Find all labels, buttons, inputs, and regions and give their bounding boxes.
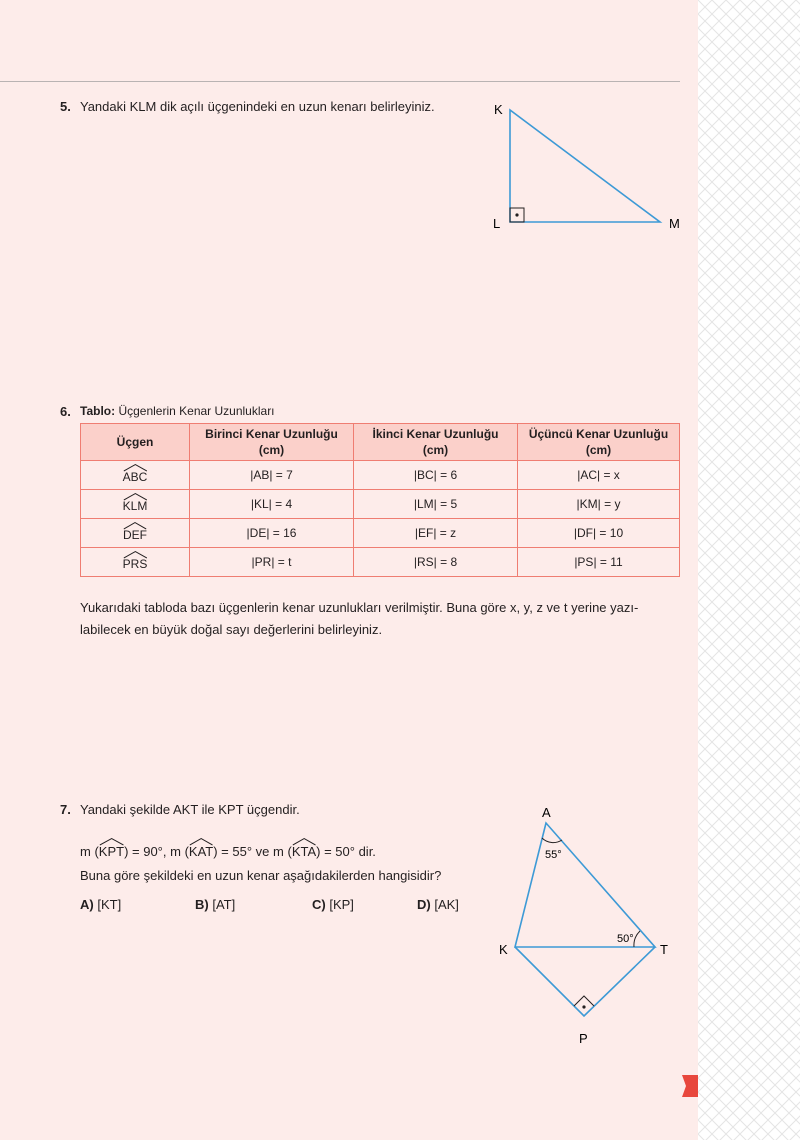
q5-triangle-figure — [485, 100, 685, 235]
angle-kpt: KPT — [99, 840, 124, 859]
q7-given-angles: m ( KPT) = 90°, m ( KAT) = 55° ve m ( KTA) = 50° dir. — [80, 840, 376, 859]
triangle-kpt — [515, 947, 655, 1016]
label-m: M — [669, 216, 680, 231]
label-k: K — [499, 942, 508, 957]
label-angle-a: 55° — [545, 849, 562, 861]
right-angle-mark-p — [574, 996, 594, 1006]
q6-text-line1: Yukarıdaki tabloda bazı üçgenlerin kenar uzunlukları verilmiştir. Buna göre x, y, z ve t yerine yazı- — [80, 600, 639, 615]
side-pattern — [698, 0, 800, 1140]
choice-d[interactable]: D) [AK] — [417, 897, 459, 912]
header-divider — [0, 81, 680, 82]
choice-b[interactable]: B) [AT] — [195, 897, 236, 912]
table-caption — [80, 404, 275, 418]
cell-second: |BC| = 6 — [354, 461, 518, 490]
header-first-side: Birinci Kenar Uzunluğu (cm) — [190, 424, 354, 461]
q7-figure — [490, 800, 680, 1050]
table-row — [81, 490, 680, 519]
choice-a[interactable]: A) [KT] — [80, 897, 122, 912]
table-row — [81, 461, 680, 490]
cell-third: |PS| = 11 — [518, 548, 680, 577]
triangle-name: KLM — [123, 495, 148, 513]
q5-text: Yandaki KLM dik açılı üçgenindeki en uzun kenarı belirleyiniz. — [80, 99, 435, 114]
table-row — [81, 519, 680, 548]
cell-third: |AC| = x — [518, 461, 680, 490]
angle-kat: KAT — [189, 840, 213, 859]
label-t: T — [660, 942, 668, 957]
q6-number: 6. — [60, 404, 71, 419]
label-l: L — [493, 216, 501, 231]
header-third-side: Üçüncü Kenar Uzunluğu (cm) — [518, 424, 680, 461]
label-angle-t: 50° — [617, 933, 634, 945]
cell-first: |KL| = 4 — [190, 490, 354, 519]
cell-first: |AB| = 7 — [190, 461, 354, 490]
table-caption-text: Üçgenlerin Kenar Uzunlukları — [115, 404, 275, 418]
q5-number: 5. — [60, 99, 71, 114]
side-lengths-table — [80, 423, 680, 577]
label-k: K — [494, 102, 503, 117]
cell-second: |RS| = 8 — [354, 548, 518, 577]
q6-text-line2: labilecek en büyük doğal sayı değerlerini belirleyiniz. — [80, 622, 383, 637]
header-triangle: Üçgen — [81, 424, 190, 461]
angle-t-arc — [634, 931, 640, 947]
choice-c[interactable]: C) [KP] — [312, 897, 354, 912]
triangle-name: PRS — [123, 553, 148, 571]
table-header-row — [81, 424, 680, 461]
header-second-side: İkinci Kenar Uzunluğu (cm) — [354, 424, 518, 461]
right-angle-dot-p — [582, 1005, 585, 1008]
table-row — [81, 548, 680, 577]
triangle-akt — [515, 823, 655, 947]
triangle-name: ABC — [123, 466, 148, 484]
cell-second: |EF| = z — [354, 519, 518, 548]
q7-number: 7. — [60, 802, 71, 817]
cell-third: |DF| = 10 — [518, 519, 680, 548]
cell-first: |DE| = 16 — [190, 519, 354, 548]
crosshatch-pattern — [698, 0, 800, 1140]
triangle-name: DEF — [123, 524, 147, 542]
q7-question: Buna göre şekildeki en uzun kenar aşağıdakilerden hangisidir? — [80, 868, 442, 883]
label-a: A — [542, 805, 551, 820]
triangle-klm — [510, 110, 660, 222]
right-angle-dot — [515, 213, 518, 216]
table-caption-label: Tablo: — [80, 404, 116, 418]
angle-kta: KTA — [292, 840, 316, 859]
cell-first: |PR| = t — [190, 548, 354, 577]
cell-third: |KM| = y — [518, 490, 680, 519]
q7-text: Yandaki şekilde AKT ile KPT üçgendir. — [80, 802, 300, 817]
cell-second: |LM| = 5 — [354, 490, 518, 519]
label-p: P — [579, 1031, 588, 1046]
